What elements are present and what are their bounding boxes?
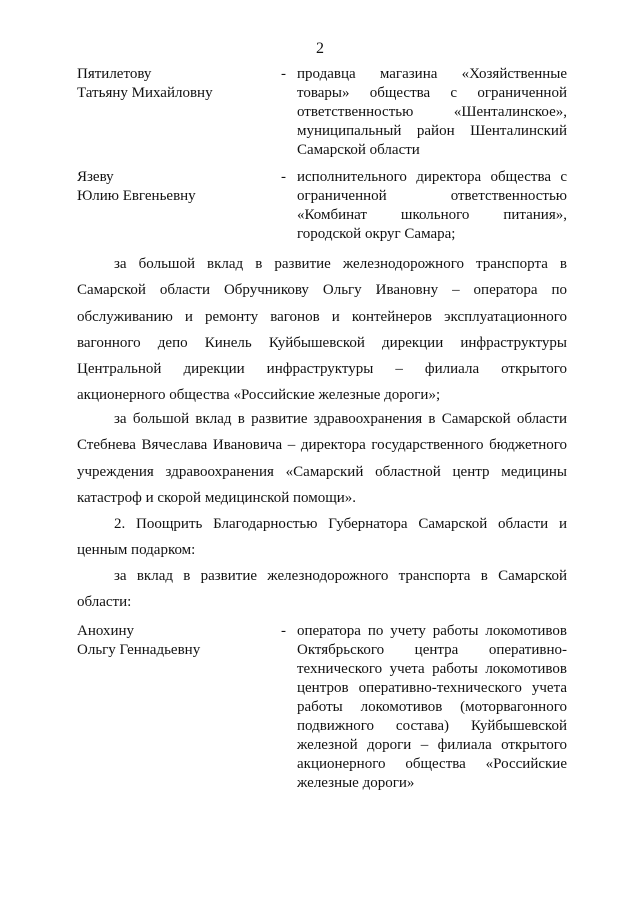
dash-separator: - <box>281 66 286 82</box>
dash-separator: - <box>281 169 286 185</box>
dash-separator: - <box>281 623 286 639</box>
awardee-position: исполнительного директора общества с ограниченной ответственностью «Комбинат школьного питания», городской округ Самара; <box>297 169 567 242</box>
awardee-name <box>77 65 267 103</box>
awardee-surname: Язеву <box>77 169 114 185</box>
awardee-given-names: Ольгу Геннадьевну <box>77 642 201 658</box>
awardee-surname: Анохину <box>77 623 135 639</box>
awardee-given-names: Татьяну Михайловну <box>77 85 213 101</box>
awardee-given-names: Юлию Евгеньевну <box>77 188 196 204</box>
award-paragraph: за вклад в развитие железнодорожного транспорта в Самарской области: <box>77 568 567 611</box>
page-number: 2 <box>316 40 324 57</box>
awardee-name <box>77 168 267 206</box>
decree-item-2: 2. Поощрить Благодарностью Губернатора Самарской области и ценным подарком: <box>77 516 567 559</box>
awardee-name <box>77 622 267 660</box>
award-paragraph: за большой вклад в развитие железнодорожного транспорта в Самарской области Обручникову Ольгу Ивановну – оператора по обслуживанию и ремонту вагонов и контейнеров эксплуатационного вагонного депо Кинель Куйбышевской дирекции инфраструктуры Центральной дирекции инфраструктуры – филиала открытого акционерного общества «Российские железные дороги»; <box>77 256 567 404</box>
awardee-surname: Пятилетову <box>77 66 152 82</box>
award-paragraph: за большой вклад в развитие здравоохранения в Самарской области Стебнева Вячеслава Ивановича – директора государственного бюджетного учреждения здравоохранения «Самарский областной центр медицины катастроф и скорой медицинской помощи». <box>77 411 567 506</box>
awardee-position: оператора по учету работы локомотивов Октябрьского центра оперативно-технического учета работы локомотивов центров оперативно-технического учета работы локомотивов (моторвагонного подвижного состава) Куйбышевской железной дороги – филиала открытого акционерного общества «Российские железные дороги» <box>297 623 567 791</box>
awardee-position: продавца магазина «Хозяйственные товары» общества с ограниченной ответственностью «Шенталинское», муниципальный район Шенталинский Самарской области <box>297 66 567 158</box>
